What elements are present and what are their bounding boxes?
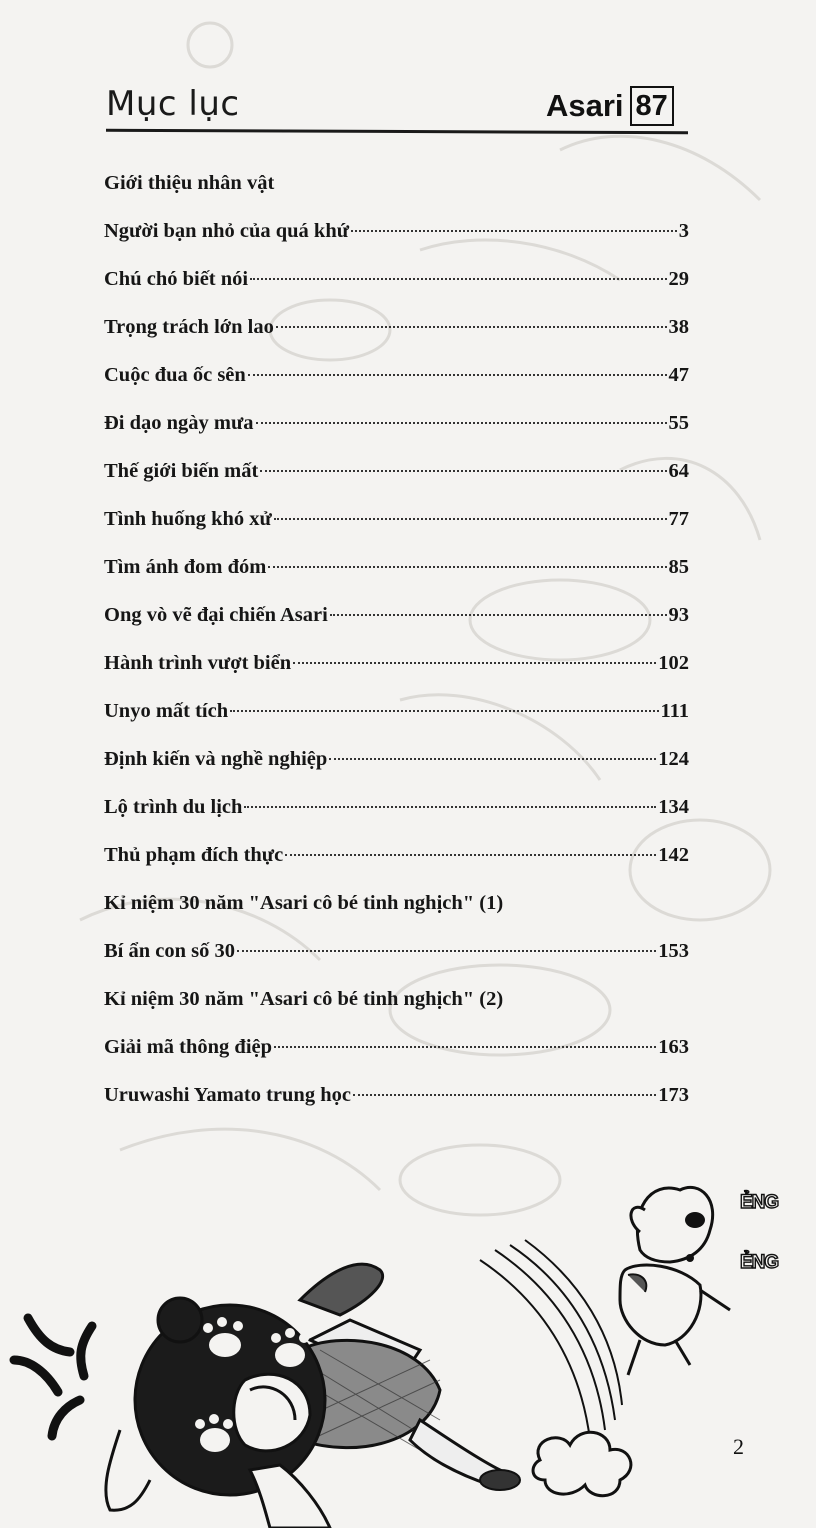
toc-entry[interactable] [104,700,689,748]
toc-entry-title: Định kiến và nghề nghiệp [104,748,328,770]
dot-leader [250,278,666,280]
dot-leader [237,950,656,952]
page-title: Mục lục [106,84,240,124]
toc-entry-page: 173 [658,1084,689,1106]
dot-leader [248,374,667,376]
toc-entry-title: Trọng trách lớn lao [104,316,274,338]
toc-entry-title: Kỉ niệm 30 năm "Asari cô bé tinh nghịch" (2) [104,988,504,1010]
dot-leader [268,566,666,568]
dust-cloud [533,1432,631,1495]
toc-entry[interactable] [104,844,689,892]
toc-entry-title: Giải mã thông điệp [104,1036,273,1058]
toc-entry[interactable] [104,268,689,316]
dot-leader [244,806,656,808]
toc-entry[interactable] [104,172,689,220]
table-of-contents [104,172,689,1132]
toc-entry-page: 38 [668,316,689,338]
toc-entry-title: Uruwashi Yamato trung học [104,1084,351,1106]
toc-entry-title: Unyo mất tích [104,700,229,722]
toc-entry-title: Bí ẩn con số 30 [104,940,235,962]
toc-entry[interactable] [104,460,689,508]
toc-entry[interactable] [104,508,689,556]
toc-entry[interactable] [104,316,689,364]
dot-leader [330,614,667,616]
toc-entry[interactable] [104,412,689,460]
toc-entry-title: Thế giới biến mất [104,460,259,482]
dot-leader [256,422,667,424]
page-number: 2 [733,1434,744,1459]
volume-number-box: 87 [630,86,674,126]
toc-entry-title: Lộ trình du lịch [104,796,243,818]
toc-entry-title: Kỉ niệm 30 năm "Asari cô bé tinh nghịch" (1) [104,892,504,914]
sound-effect-text: ẺNG [740,1192,779,1213]
series-brand [546,86,674,126]
toc-entry[interactable] [104,892,689,940]
dot-leader [329,758,656,760]
toc-entry-title: Tìm ánh đom đóm [104,556,267,578]
toc-entry-title: Thủ phạm đích thực [104,844,284,866]
dot-leader [260,470,666,472]
toc-entry-title: Người bạn nhỏ của quá khứ [104,220,350,242]
toc-entry-page: 29 [668,268,689,290]
toc-entry[interactable] [104,940,689,988]
toc-entry-page: 102 [658,652,689,674]
toc-entry[interactable] [104,796,689,844]
toc-entry[interactable] [104,220,689,268]
toc-entry[interactable] [104,652,689,700]
dot-leader [293,662,656,664]
toc-entry-title: Tình huống khó xử [104,508,272,530]
toc-entry-page: 64 [668,460,689,482]
toc-entry[interactable] [104,364,689,412]
toc-entry-page: 111 [660,700,689,722]
dot-leader [285,854,656,856]
toc-entry-title: Đi dạo ngày mưa [104,412,254,434]
toc-entry-page: 77 [668,508,689,530]
toc-entry[interactable] [104,1036,689,1084]
girl-character [106,1264,520,1528]
toc-entry[interactable] [104,1084,689,1132]
toc-entry-title: Chú chó biết nói [104,268,249,290]
dot-leader [276,326,667,328]
dot-leader [230,710,658,712]
toc-entry-page: 47 [668,364,689,386]
toc-entry-page: 85 [668,556,689,578]
anger-mark-icon [0,1140,92,1528]
toc-entry-page: 93 [668,604,689,626]
toc-entry-page: 55 [668,412,689,434]
sound-effect-text: ẺNG [740,1252,779,1273]
toc-entry-page: 124 [658,748,689,770]
toc-entry-page: 142 [658,844,689,866]
toc-entry[interactable] [104,988,689,1036]
toc-entry-title: Hành trình vượt biển [104,652,292,674]
dog-character [620,1187,730,1375]
toc-entry-title: Giới thiệu nhân vật [104,172,275,194]
manga-illustration [0,1140,816,1528]
dot-leader [274,1046,656,1048]
toc-entry-title: Cuộc đua ốc sên [104,364,246,386]
toc-entry-page: 163 [658,1036,689,1058]
toc-entry[interactable] [104,604,689,652]
toc-entry[interactable] [104,556,689,604]
toc-entry-title: Ong vò vẽ đại chiến Asari [104,604,328,626]
toc-entry-page: 153 [658,940,689,962]
dot-leader [274,518,667,520]
toc-entry-page: 3 [678,220,689,242]
series-name: Asari [546,88,624,123]
speed-lines [480,1240,622,1440]
toc-entry-page: 134 [658,796,689,818]
dot-leader [351,230,677,232]
dot-leader [353,1094,656,1096]
toc-entry[interactable] [104,748,689,796]
